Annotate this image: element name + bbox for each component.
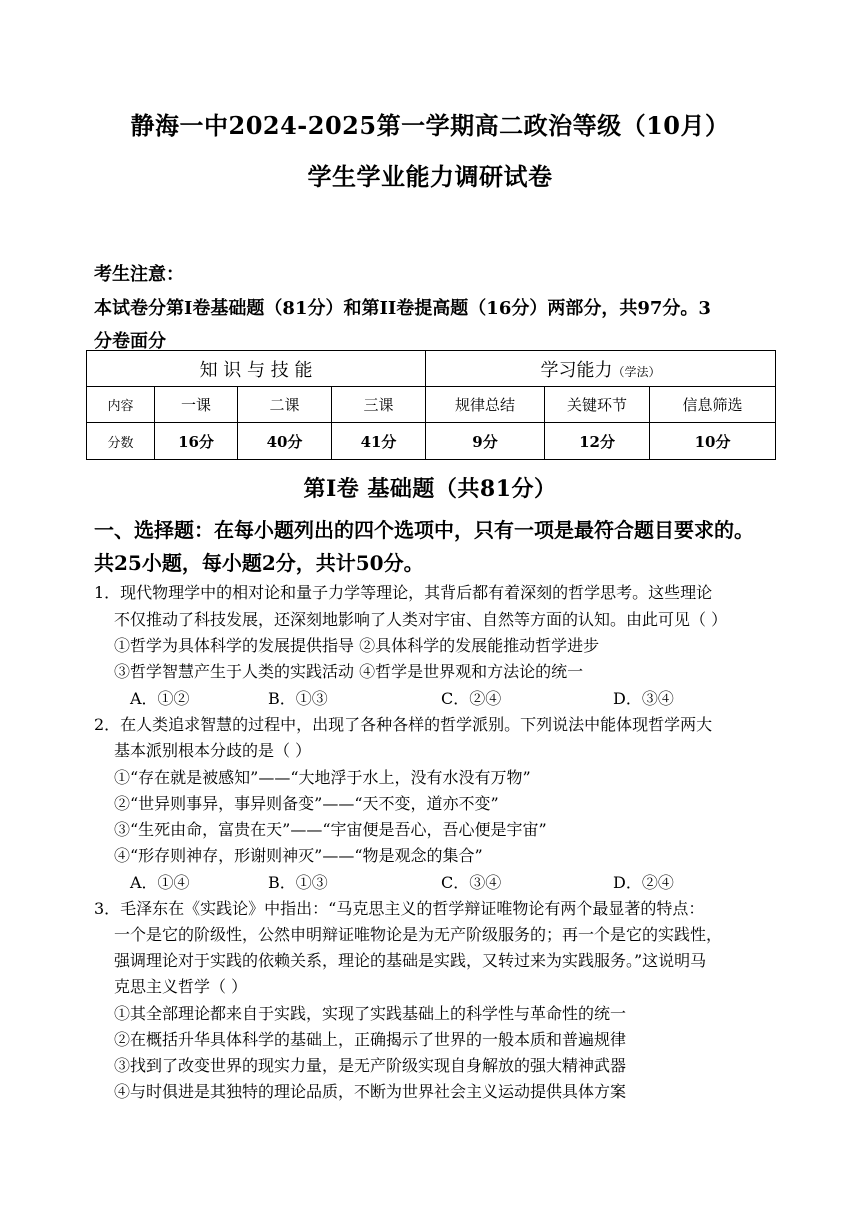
score-group-knowledge: 知 识 与 技 能 [87,351,426,387]
question-1-statements-2: ③哲学智慧产生于人类的实践活动 ④哲学是世界观和方法论的统一 [114,662,584,681]
notice-label: 考生注意： [94,264,184,285]
score-cell: 40分 [238,423,332,460]
exam-title: 静海一中2024-2025第一学期高二政治等级（10月） [130,111,730,140]
score-group-ability [426,351,776,387]
score-col-header: 三课 [332,387,426,423]
question-1-choice-b[interactable]: B．①③ [268,689,328,708]
question-2-choice-a[interactable]: A．①④ [130,873,190,892]
question-2-stem-1: 2．在人类追求智慧的过程中，出现了各种各样的哲学派别。下列说法中能体现哲学两大 [94,715,713,734]
score-row-label-score: 分数 [87,423,155,460]
question-1-stem-2: 不仅推动了科技发展，还深刻地影响了人类对宇宙、自然等方面的认知。由此可见（ ） [114,610,728,629]
score-cell: 41分 [332,423,426,460]
section1-heading-1: 一、选择题：在每小题列出的四个选项中，只有一项是最符合题目要求的。 [94,518,754,542]
question-3-statement-1: ①其全部理论都来自于实践，实现了实践基础上的科学性与革命性的统一 [114,1004,627,1023]
question-2-choice-d[interactable]: D．②④ [613,873,674,892]
section1-heading-2: 共25小题，每小题2分，共计50分。 [94,551,424,575]
question-3-stem-2: 一个是它的阶级性，公然申明辩证唯物论是为无产阶级服务的；再一个是它的实践性， [114,925,723,944]
question-2-statement-1: ①“存在就是被感知”——“大地浮于水上，没有水没有万物” [114,768,531,787]
score-col-header: 信息筛选 [650,387,776,423]
question-2-statement-3: ③“生死由命，富贵在天”——“宇宙便是吾心，吾心便是宇宙” [114,820,547,839]
question-3-stem-1: 3．毛泽东在《实践论》中指出：“马克思主义的哲学辩证唯物论有两个最显著的特点： [94,899,705,918]
score-row-label-content: 内容 [87,387,155,423]
question-3-statement-2: ②在概括升华具体科学的基础上，正确揭示了世界的一般本质和普遍规律 [114,1030,627,1049]
question-2-choice-c[interactable]: C．③④ [441,873,502,892]
question-1-choice-d[interactable]: D．③④ [613,689,674,708]
score-group-ability-note: （学法） [612,364,661,379]
question-2-choice-b[interactable]: B．①③ [268,873,328,892]
part1-heading: 第I卷 基础题（共81分） [303,476,557,502]
notice-text-2: 分卷面分 [94,331,166,352]
question-2-statement-4: ④“形存则神存，形谢则神灭”——“物是观念的集合” [114,846,483,865]
question-2-statement-2: ②“世异则事异，事异则备变”——“天不变，道亦不变” [114,794,499,813]
question-3-stem-4: 克思主义哲学（ ） [114,977,248,996]
question-1-choice-a[interactable]: A．①② [130,689,190,708]
score-col-header: 规律总结 [426,387,545,423]
score-cell: 9分 [426,423,545,460]
score-cell: 16分 [155,423,238,460]
question-2-stem-2: 基本派别根本分歧的是（ ） [114,741,312,760]
score-cell: 12分 [545,423,650,460]
question-1-choice-c[interactable]: C．②④ [441,689,502,708]
score-col-header: 一课 [155,387,238,423]
score-cell: 10分 [650,423,776,460]
question-1-stem-1: 1．现代物理学中的相对论和量子力学等理论，其背后都有着深刻的哲学思考。这些理论 [94,583,713,602]
exam-subtitle: 学生学业能力调研试卷 [307,162,553,191]
question-1-statements-1: ①哲学为具体科学的发展提供指导 ②具体科学的发展能推动哲学进步 [114,636,600,655]
notice-text-1: 本试卷分第I卷基础题（81分）和第II卷提高题（16分）两部分，共97分。3 [94,298,711,319]
question-3-statement-3: ③找到了改变世界的现实力量，是无产阶级实现自身解放的强大精神武器 [114,1056,627,1075]
score-col-header: 二课 [238,387,332,423]
score-col-header: 关键环节 [545,387,650,423]
score-table [86,350,776,460]
question-3-statement-4: ④与时俱进是其独特的理论品质，不断为世界社会主义运动提供具体方案 [114,1082,627,1101]
question-3-stem-3: 强调理论对于实践的依赖关系，理论的基础是实践，又转过来为实践服务。”这说明马 [114,951,707,970]
score-group-ability-label: 学习能力 [540,359,613,381]
